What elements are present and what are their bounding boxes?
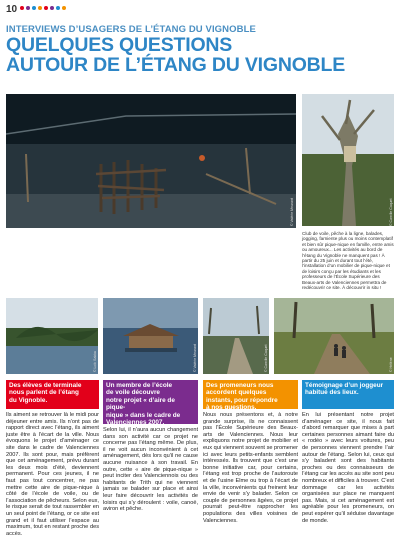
path-illustration bbox=[203, 298, 269, 374]
color-dot bbox=[56, 6, 60, 10]
intro-line: Valenciennes 2007. bbox=[106, 419, 165, 427]
photo-path bbox=[203, 298, 269, 374]
intro-line: Un membre de l’école bbox=[106, 382, 173, 389]
photo-credit: © Hélène bbox=[389, 357, 393, 372]
intro-line: à nos questions. bbox=[206, 404, 257, 412]
headline-line-1: QUELQUES QUESTIONS bbox=[6, 34, 233, 56]
headline-line-2: AUTOUR DE L’ÉTANG DU VIGNOBLE bbox=[6, 54, 346, 76]
intro-box-sailing bbox=[103, 380, 198, 427]
paragraph: Ils aiment se retrouver là le midi pour déjeuner entre amis. Ils n’ont pas de rapport direct avec l’étang, ils aiment juste être à l’écart de la ville. Nous évoquons le projet d’aménager ce site dans le cadre de Valenciennes 2007. Ils sont pour, mais préfèrent que cet aménagement, prévu durant les deux mois d’été, deviennent permanent. Pour ces jeunes, il ne faut pas tout concentrer, ne pas mettre cette aire de pique-nique à côté de l’école de voile, ou de l’association de pêcheurs. Selon eux, le risque serait de tout rassembler en un seul point de l’étang, or ce site est grand et il faut utiliser l’espace au maximum, tout en restant proche des accès. bbox=[6, 412, 99, 537]
walkers-illustration bbox=[274, 298, 394, 374]
intro-line: de voile découvre bbox=[106, 389, 160, 397]
article-column-4 bbox=[302, 412, 394, 554]
intro-line: nique » dans le cadre de bbox=[106, 411, 181, 419]
headline bbox=[6, 35, 345, 75]
intro-line: Des élèves de terminale bbox=[9, 382, 82, 389]
article-column-1 bbox=[6, 412, 99, 554]
intro-box-walkers bbox=[203, 380, 298, 412]
article-column-2 bbox=[103, 427, 198, 554]
paragraph: Selon lui, il n’aura aucun changement dans son activité car ce projet ne concerne pas l’étang même. De plus, il ne voit aucun inconvénient à cet aménagement, dès lors qu’il ne cause aucune nuisance à son travail. En outre, cette « aire de pique-nique » peut inciter des Valenciennois ou des habitants de Trith qui ne viennent jamais se balader sur place et ainsi leur faire découvrir les activités de loisirs qui s’y déroulent : voile, canoë, aviron et pêche. bbox=[103, 427, 198, 513]
color-dot bbox=[62, 6, 66, 10]
photo-credit: © Camille Coquet bbox=[264, 344, 268, 372]
photo-shore bbox=[6, 298, 98, 374]
color-dot bbox=[20, 6, 24, 10]
photo-floating-cabin bbox=[103, 298, 198, 374]
photo-credit: © Camille Coquet bbox=[389, 198, 393, 226]
pond-illustration bbox=[6, 94, 296, 228]
intro-line: habitué des lieux. bbox=[305, 389, 359, 397]
color-dot bbox=[50, 6, 54, 10]
cabin-illustration bbox=[103, 298, 198, 374]
color-dot bbox=[44, 6, 48, 10]
photo-caption: Club de voile, pêche à la ligne, balades, jogging, farniente plus ou moins contemplatif et bien sûr pique-nique en famille, entre amis ou amoureux... Les activités au bord de l’étang du Vignoble ne manquent pas ! À partir du 25 juin et durant tout l’été, l’installation d’un mobilier de pique-nique et de loisirs conçu par les étudiants et les professeurs de l’École Supérieure des Beaux-arts de Valenciennes permettra de redécouvrir ce site. À découvrir in situ ! bbox=[302, 231, 394, 291]
paragraph: Nous nous présentons et, à notre grande surprise, ils ne connaissent pas l’École Supérieure des Beaux-arts de Valenciennes. Nous leur expliquons notre projet de mobilier et eux qui viennent souvent se promener ici avec leurs petits-enfants semblent intéressés. Ils trouvent que c’est une bonne initiative car, pour certains, l’étang est trop proche de l’autoroute et de l’usine Elme ou trop à l’écart de la ville, inconvénients qui freinent leur envie de venir s’y balader. Selon ce couple de personnes âgées, ce projet pourrait peut-être rapprocher les populations des villes voisines de Valenciennes. bbox=[203, 412, 298, 524]
intro-line: Des promeneurs nous bbox=[206, 382, 274, 389]
shore-illustration bbox=[6, 298, 98, 374]
intro-line: nous parlent de l’étang bbox=[9, 389, 79, 397]
intro-line: notre projet « d’aire de pique- bbox=[106, 396, 175, 412]
paragraph: En lui présentant notre projet d’aménager ce site, il nous fait d’abord remarquer que mises à part certaines personnes aimant faire du « rodéo » avec leurs voitures, peu de personnes viennent prendre l’air autour de l’étang. Selon lui, ceux qui s’y baladent sont des habitants proches ou des connaisseurs de l’étang car les accès au site sont peu nombreux et difficiles à trouver. C’est dommage car les activités organisées sur place ne manquent pas. Mais, si cet aménagement est agréable pour les promeneurs, on peut espérer qu’il séduise davantage de monde. bbox=[302, 412, 394, 524]
photo-credit: © Loïc Sakka bbox=[93, 351, 97, 372]
intro-line: Témoignage d’un joggeur bbox=[305, 382, 384, 389]
color-dot bbox=[26, 6, 30, 10]
color-dot bbox=[32, 6, 36, 10]
photo-walkers bbox=[274, 298, 394, 374]
intro-line: instants, pour répondre bbox=[206, 396, 278, 404]
intro-line: accordent quelques bbox=[206, 389, 267, 397]
color-dot bbox=[38, 6, 42, 10]
photo-pond-pontoon bbox=[6, 94, 296, 228]
intro-box-students bbox=[6, 380, 99, 409]
intro-box-jogger bbox=[302, 380, 394, 409]
page-number: 10 bbox=[6, 4, 18, 15]
photo-credit: © Valérie Meurant bbox=[290, 198, 294, 226]
article-column-3 bbox=[203, 412, 298, 554]
photo-credit: © Valérie Meurant bbox=[193, 344, 197, 372]
kicker: INTERVIEWS D’USAGERS DE L’ÉTANG DU VIGNOBLE bbox=[6, 24, 256, 35]
color-dots bbox=[20, 6, 66, 10]
tree-illustration bbox=[302, 94, 394, 226]
photo-tree bbox=[302, 94, 394, 226]
intro-line: du Vignoble. bbox=[9, 396, 48, 404]
